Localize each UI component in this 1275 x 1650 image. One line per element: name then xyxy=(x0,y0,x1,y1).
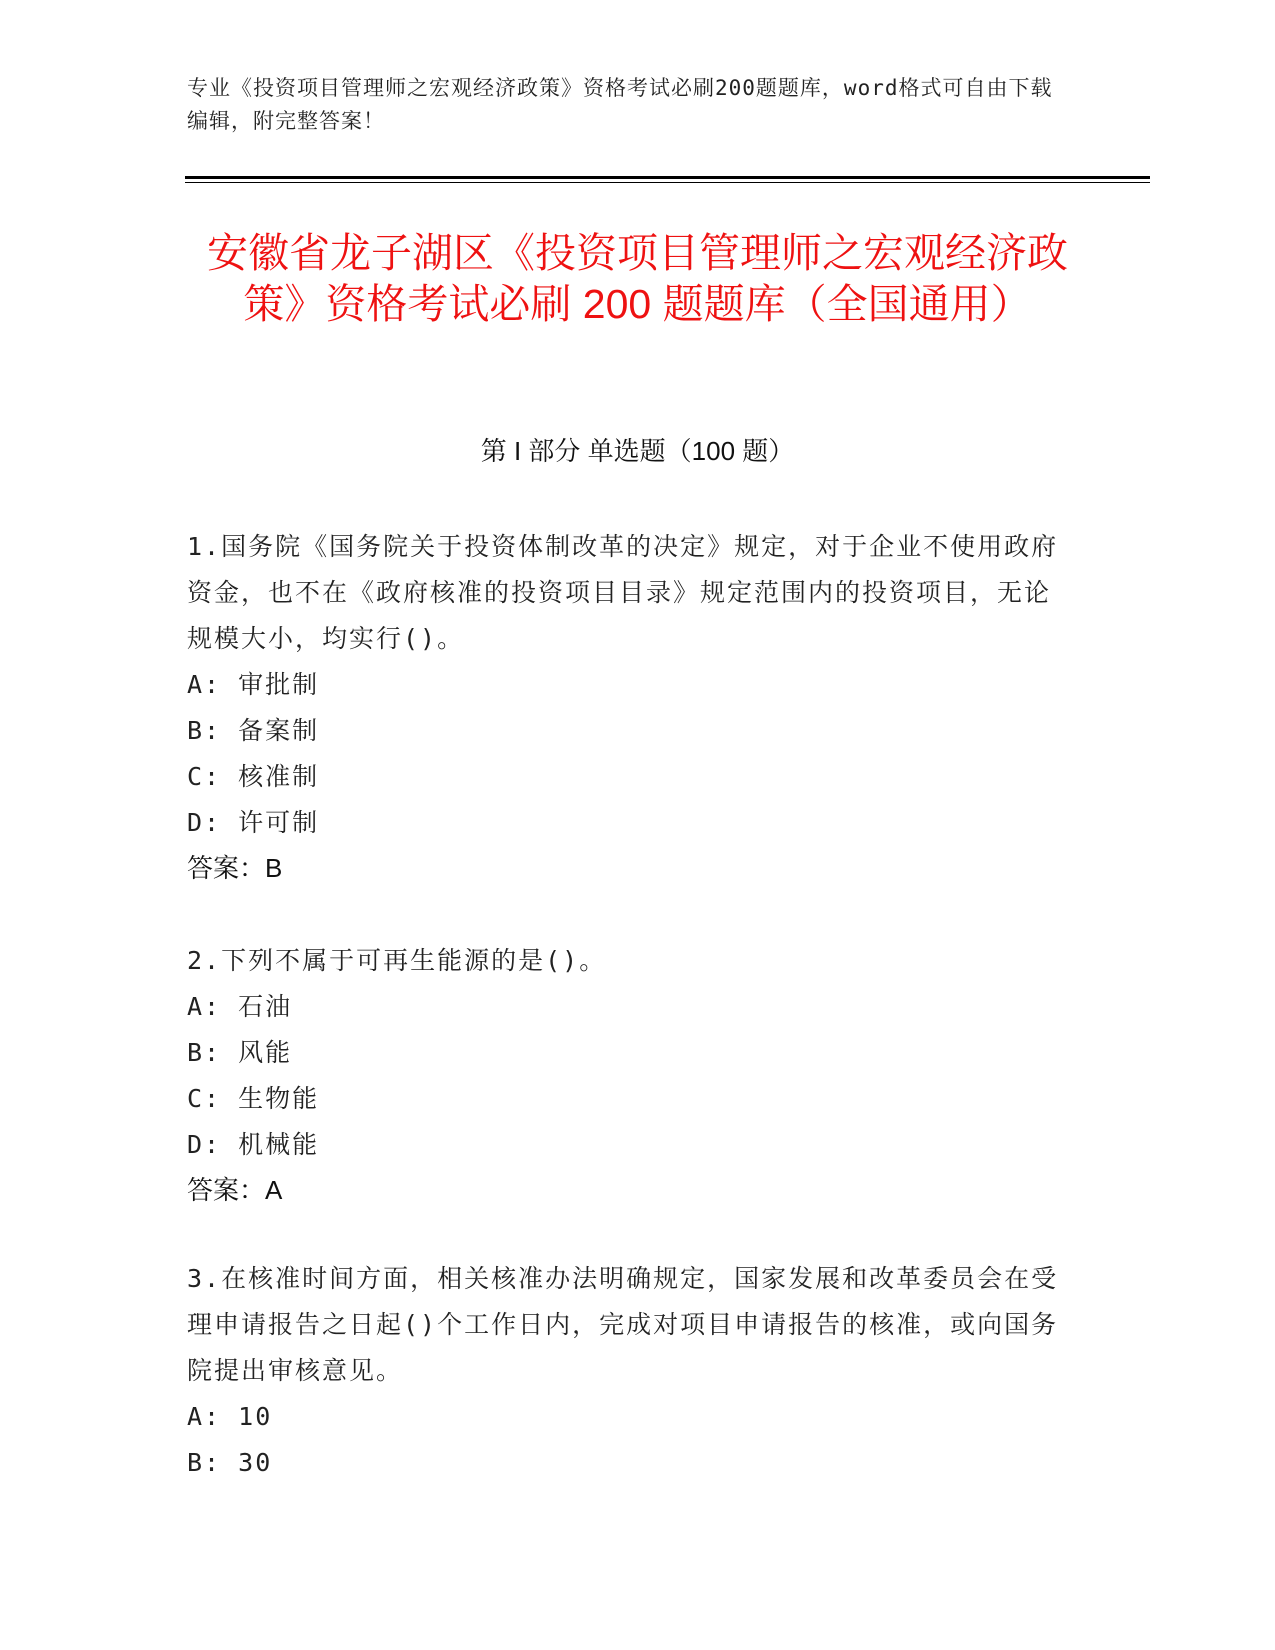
question-2 xyxy=(187,938,1067,1212)
option-b: B: 风能 xyxy=(187,1038,293,1067)
header-divider-thin xyxy=(185,182,1150,183)
question-stem: 2.下列不属于可再生能源的是()。 xyxy=(187,946,607,975)
option-a: A: 石油 xyxy=(187,992,293,1021)
option-b: B: 备案制 xyxy=(187,716,320,745)
question-1 xyxy=(187,524,1067,890)
option-c: C: 生物能 xyxy=(187,1084,320,1113)
section-heading: 第 I 部分 单选题（100 题） xyxy=(480,436,795,466)
question-3 xyxy=(187,1256,1067,1486)
option-b: B: 30 xyxy=(187,1448,273,1477)
question-stem: 3.在核准时间方面，相关核准办法明确规定，国家发展和改革委员会在受理申请报告之日起()个工作日内，完成对项目申请报告的核准，或向国务院提出审核意见。 xyxy=(187,1264,1059,1385)
answer-line: 答案：A xyxy=(187,1175,283,1205)
document-title: 安徽省龙子湖区《投资项目管理师之宏观经济政策》资格考试必刷 200 题题库（全国通用） xyxy=(207,230,1068,327)
option-d: D: 许可制 xyxy=(187,808,320,837)
question-stem: 1.国务院《国务院关于投资体制改革的决定》规定，对于企业不使用政府资金，也不在《政府核准的投资项目目录》规定范围内的投资项目，无论规模大小，均实行()。 xyxy=(187,532,1059,653)
option-d: D: 机械能 xyxy=(187,1130,320,1159)
option-a: A: 10 xyxy=(187,1402,273,1431)
header-divider-thick xyxy=(185,176,1150,179)
header-note: 专业《投资项目管理师之宏观经济政策》资格考试必刷200题题库，word格式可自由下载编辑，附完整答案！ xyxy=(187,76,1053,133)
answer-line: 答案：B xyxy=(187,853,283,883)
option-c: C: 核准制 xyxy=(187,762,320,791)
option-a: A: 审批制 xyxy=(187,670,320,699)
